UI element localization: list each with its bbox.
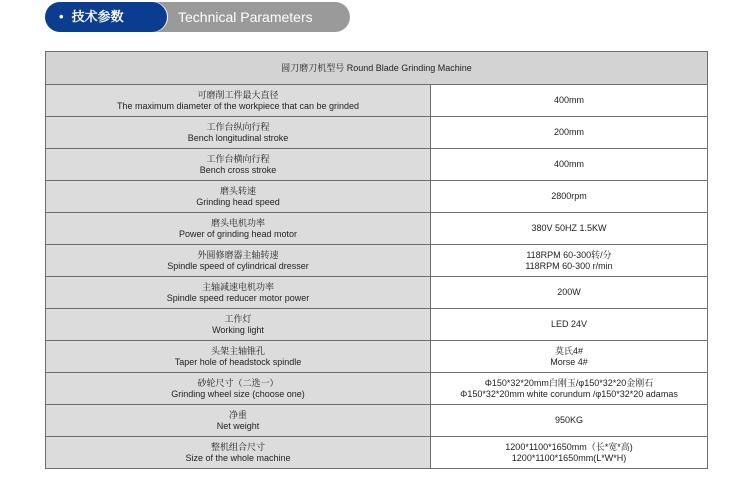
table-row [46,309,708,341]
param-name-cn: 整机组合尺寸 [210,441,265,452]
param-name-en: Spindle speed reducer motor power [166,292,310,303]
section-title-cn-tab [45,2,167,32]
param-value-cell [431,437,708,469]
bullet-dot-icon: • [59,9,64,24]
param-name-cn: 外圆修磨器主轴转速 [197,249,279,260]
param-value-cell [431,245,708,277]
param-name-cn: 头架主轴锥孔 [210,345,265,356]
section-header [45,2,350,32]
table-row [46,117,708,149]
param-value: 200W [557,287,581,297]
table-row [46,213,708,245]
param-name-cn: 磨头电机功率 [210,217,265,228]
param-value-cell [431,213,708,245]
param-name-cn: 净重 [228,409,247,420]
param-name-en: Working light [212,324,264,335]
table-row [46,277,708,309]
param-name-en: Bench longitudinal stroke [187,132,289,143]
param-name-cell [46,117,431,149]
param-name-en: Net weight [216,420,260,431]
param-name-en: Spindle speed of cylindrical dresser [167,260,309,271]
param-value: 950KG [554,415,584,425]
param-name-cn: 工作台纵向行程 [206,121,270,132]
param-value: LED 24V [550,319,588,329]
param-name-cell [46,405,431,437]
section-title-en: Technical Parameters [178,9,313,25]
param-value-cell [431,181,708,213]
param-name-cn: 磨头转速 [219,185,256,196]
param-name-en: Grinding wheel size (choose one) [171,388,305,399]
param-name-cn: 可磨削工件最大直径 [197,89,279,100]
param-name-en: Taper hole of headstock spindle [174,356,302,367]
param-name-cn: 主轴减速电机功率 [201,281,274,292]
param-name-cell [46,309,431,341]
table-row [46,181,708,213]
param-value-secondary: Φ150*32*20mm white corundum /φ150*32*20 adamas [460,388,678,399]
param-value-cell [431,373,708,405]
param-value-cell [431,405,708,437]
table-row [46,245,708,277]
param-name-en: Size of the whole machine [185,452,291,463]
section-title-en-tab [140,2,350,32]
param-name-cell [46,245,431,277]
param-value-secondary: 1200*1100*1650mm(L*W*H) [511,452,627,463]
param-value-secondary: Morse 4# [550,356,588,367]
param-name-cn: 工作灯 [224,313,252,324]
param-value: Φ150*32*20mm白刚玉/φ150*32*20金刚石 [484,377,654,388]
param-name-cell [46,213,431,245]
param-value-cell [431,85,708,117]
param-value: 118RPM 60-300转/分 [526,249,612,260]
param-name-cn: 工作台横向行程 [206,153,270,164]
param-value-cell [431,117,708,149]
param-value-secondary: 118RPM 60-300 r/min [525,260,613,271]
table-title: 圆刀磨刀机型号 Round Blade Grinding Machine [46,52,708,85]
param-name-en: The maximum diameter of the workpiece that can be grinded [116,100,360,111]
param-value-cell [431,149,708,181]
param-name-cell [46,277,431,309]
param-name-cn: 砂轮尺寸（二选一） [197,377,279,388]
param-name-cell [46,437,431,469]
table-row [46,341,708,373]
table-row [46,149,708,181]
param-name-en: Power of grinding head motor [178,228,298,239]
param-name-cell [46,85,431,117]
param-name-cell [46,149,431,181]
param-name-en: Grinding head speed [196,196,280,207]
table-row [46,405,708,437]
param-value-cell [431,341,708,373]
param-name-cell [46,181,431,213]
param-value: 380V 50HZ 1.5KW [531,223,607,233]
param-name-cell [46,373,431,405]
section-title-cn: 技术参数 [71,9,124,24]
param-value: 1200*1100*1650mm（长*宽*高) [505,441,633,452]
param-value: 400mm [554,95,585,105]
param-value: 200mm [554,127,585,137]
param-name-cell [46,341,431,373]
table-row [46,373,708,405]
param-value: 400mm [554,159,585,169]
param-value-cell [431,277,708,309]
table-title-row [46,52,708,85]
param-value: 莫氏4# [555,345,584,356]
table-row [46,85,708,117]
spec-table [45,51,708,469]
param-value-cell [431,309,708,341]
table-row [46,437,708,469]
param-name-en: Bench cross stroke [199,164,277,175]
param-value: 2800rpm [551,191,587,201]
